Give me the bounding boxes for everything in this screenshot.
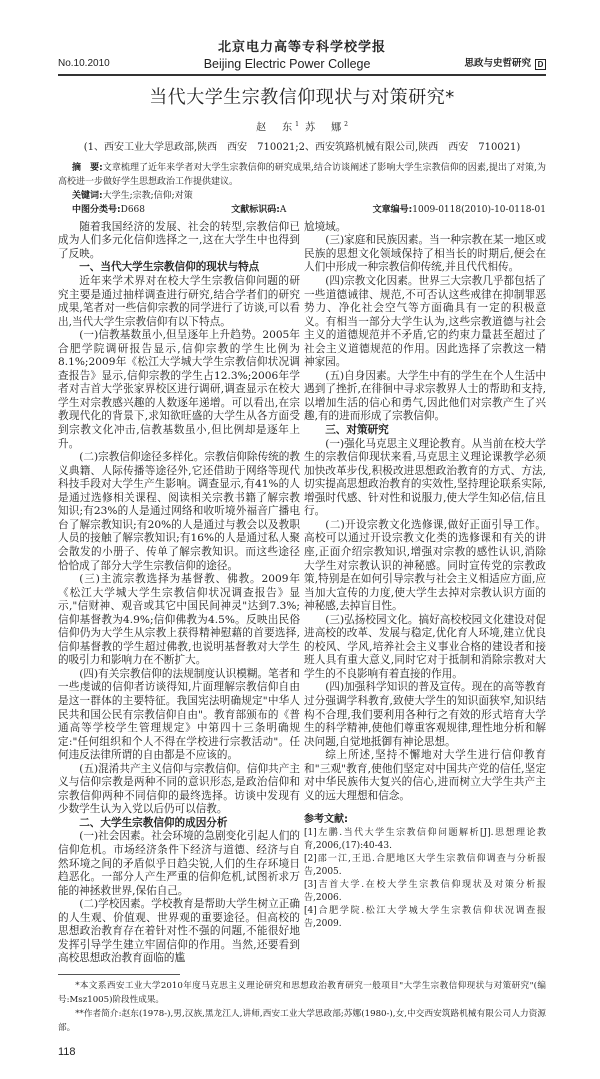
abstract-text: 文章梳理了近年来学者对大学生宗教信仰的研究成果,结合访谈阐述了影响大学生宗教信仰的因素,提出了对策,为高校进一步做好学生思想政治工作提供建议。 xyxy=(58,162,546,187)
section-label xyxy=(464,56,546,72)
keywords-text: 大学生;宗教;信仰;对策 xyxy=(102,190,193,201)
issue-number: No.10.2010 xyxy=(58,58,110,69)
reference-item: [4]合肥学院.松江大学城大学生宗教信仰状况调查报告,2009. xyxy=(304,905,546,929)
header-row xyxy=(58,56,546,72)
paragraph: 随着我国经济的发展、社会的转型,宗教信仰已成为人们多元化信仰选择之一,这在大学生中也得到了反映。 xyxy=(58,220,300,260)
paragraph: (二)宗教信仰途径多样化。宗教信仰除传统的教义典籍、人际传播等途径外,它还借助于网络等现代科技手段对大学生产生影响。调查显示,有41%的人是通过选修相关课程、阅读相关宗教书籍了解宗教知识;有23%的人是通过网络和收听境外福音广播电台了解宗教知识;有20%的人是通过与教会以及教职人员的接触了解宗教知识;有16%的人是通过私人聚会散发的小册子、传单了解宗教知识。而这些途径恰恰成了部分大学生宗教信仰的途径。 xyxy=(58,451,300,572)
header-rule xyxy=(58,74,546,76)
references-heading: 参考文献: xyxy=(304,814,348,826)
paragraph: (三)主流宗教选择为基督教、佛教。2009年《松江大学城大学生宗教信仰状况调查报告》显示,"信财神、观音或其它中国民间神灵"达到7.3%;信仰基督教为4.9%;信仰佛教为4.5%。反映出民俗信仰仍为大学生从宗教上获得精神慰藉的首要选择,信仰基督教的学生超过佛教,也说明基督教对大学生的吸引力和影响力在不断扩大。 xyxy=(58,573,300,667)
clc-value: D668 xyxy=(120,204,146,215)
article-title: 当代大学生宗教信仰现状与对策研究* xyxy=(149,86,455,108)
body-columns xyxy=(58,221,546,966)
paragraph: (五)自身因素。大学生中有的学生在个人生活中遇到了挫折,在徘徊中寻求宗教界人士的帮助和支持,以增加生活的信心和勇气,因此他们对宗教产生了兴趣,有的进而形成了宗教信仰。 xyxy=(304,369,546,423)
doc-code-label: 文献标识码: xyxy=(231,204,280,215)
paragraph: (五)混淆共产主义信仰与宗教信仰。信仰共产主义与信仰宗教是两种不同的意识形态,是政治信仰和宗教信仰两种不同信仰的最终选择。访谈中发现有少数学生认为入党以后仍可以信教。 xyxy=(58,762,300,816)
article-no-value: 1009-0118(2010)-10-0118-01 xyxy=(412,204,546,215)
keywords-label: 关键词: xyxy=(72,190,103,201)
clc-number xyxy=(72,203,145,217)
author-affil-mark: 1 xyxy=(295,120,299,128)
paragraph: (三)家庭和民族因素。当一种宗教在某一地区或民族的思想文化领域保持了相当长的时期后,便会在人们中形成一种宗教信仰传统,并且代代相传。 xyxy=(304,234,546,274)
paragraph: (四)有关宗教信仰的法规制度认识模糊。笔者和一些虔诚的信仰者访谈得知,片面理解宗教信仰自由是这一群体的主要特征。我国宪法明确规定"中华人民共和国公民有宗教信仰自由"。教育部颁布的《普通高等学校学生管理规定》中第四十三条明确规定:"任何组织和个人不得在学校进行宗教活动"。任何违反法律所谓的自由都是不应该的。 xyxy=(58,667,300,762)
section-heading: 二、大学生宗教信仰的成因分析 xyxy=(79,816,228,829)
classification-row xyxy=(58,203,546,217)
clc-label: 中图分类号: xyxy=(72,204,121,215)
paragraph: (四)宗教文化因素。世界三大宗教几乎都包括了一些道德诫律、规范,不可否认这些戒律在抑制罪恶势力、净化社会空气等方面确具有一定的积极意义。有相当一部分大学生认为,这些宗教道德与社会主义的道德规范并不矛盾,它的约束力量甚至超过了社会主义道德规范的作用。因此选择了宗教这一精神家园。 xyxy=(304,275,546,369)
paragraph: 综上所述,坚持不懈地对大学生进行信仰教育和"三观"教育,使他们坚定对中国共产党的信任,坚定对中华民族伟大复兴的信心,进而树立大学生共产主义的远大理想和信念。 xyxy=(304,749,546,802)
article-number xyxy=(373,203,546,217)
keywords xyxy=(58,189,546,203)
paragraph: (二)学校因素。学校教育是帮助大学生树立正确的人生观、价值观、世界观的重要途径。但高校的思想政治教育存在着针对性不强的问题,不能很好地发挥引导学生建立牢固信仰的作用。当然,还要看到高校思想政治教育面临的尴 xyxy=(58,898,300,965)
section-name: 思政与史哲研究 xyxy=(464,58,531,69)
paragraph: (一)信教基数虽小,但呈逐年上升趋势。2005年合肥学院调研报告显示,信仰宗教的学生比例为8.1%;2009年《松江大学城大学生宗教信仰状况调查报告》显示,信仰宗教的学生占12.3%;2006年学者对吉首大学张家界校区进行调研,调查显示在校大学生对宗教感兴趣的人数逐年递增。可以看出,在宗教现代化的背景下,求知欲旺盛的大学生从各方面受到宗教文化冲击,信教基数虽小,但比例却是逐年上升。 xyxy=(58,329,300,450)
article-no-label: 文章编号: xyxy=(372,204,413,215)
doc-code-value: A xyxy=(279,204,287,215)
body-column-left xyxy=(58,221,300,966)
page-number: 118 xyxy=(58,1045,76,1058)
journal-name-chinese: 北京电力高等专科学校学报 xyxy=(217,40,386,55)
footnote-rule xyxy=(58,974,180,975)
section-d-icon: D xyxy=(535,59,546,70)
footnote-authors: **作者简介:赵东(1978-),男,汉族,黑龙江人,讲师,西安工业大学思政部;苏娜(1980-),女,中交西安筑路机械有限公司人力资源部。 xyxy=(58,1008,546,1033)
paragraph: (一)社会因素。社会环境的急剧变化引起人们的信仰危机。市场经济条件下经济与道德、经济与自然环境之间的矛盾似乎日趋尖锐,人们的生存环境日趋恶化。一部分人产生严重的信仰危机,试图祈求万能的神拯救世界,保佑自己。 xyxy=(58,830,300,897)
reference-item: [3]吉首大学.在校大学生宗教信仰现状及对策分析报告,2006. xyxy=(304,879,546,903)
author-name: 赵 东 xyxy=(256,121,296,133)
paragraph: (一)强化马克思主义理论教育。从当前在校大学生的宗教信仰现状来看,马克思主义理论课教学必须加快改革步伐,积极改进思想政治教育的方式、方法,切实提高思想政治教育的实效性,坚持理论联系实际,增强时代感、针对性和说服力,使大学生知必信,信且行。 xyxy=(304,437,546,518)
abstract-label: 摘 要: xyxy=(72,162,103,173)
abstract xyxy=(58,161,546,189)
body-column-right xyxy=(304,221,546,931)
paragraph: (三)弘扬校园文化。搞好高校校园文化建设对促进高校的改革、发展与稳定,优化育人环境,建立优良的校风、学风,培养社会主义事业合格的建设者和接班人具有重大意义,同时它对于抵制和消除宗教对大学生的不良影响有着直接的作用。 xyxy=(304,613,546,680)
section-heading: 一、当代大学生宗教信仰的现状与特点 xyxy=(79,261,260,274)
author-affil-mark: 2 xyxy=(344,120,348,128)
author-name: 苏 娜 xyxy=(305,121,345,133)
reference-item: [1]左鹏.当代大学生宗教信仰问题解析[J].思想理论教育,2006,(17):40-43. xyxy=(304,827,546,851)
author-line xyxy=(58,118,546,135)
paragraph-continuation: 尬境域。 xyxy=(304,220,347,233)
document-code xyxy=(231,203,286,217)
affiliation: (1、西安工业大学思政部,陕西 西安 710021;2、西安筑路机械有限公司,陕西 西安 710021) xyxy=(83,141,521,153)
journal-name-english: Beijing Electric Power College xyxy=(203,57,371,71)
reference-item: [2]邵一江,王迅.合肥地区大学生宗教信仰调查与分析报告,2005. xyxy=(304,853,546,877)
paragraph: 近年来学术界对在校大学生宗教信仰问题的研究主要是通过抽样调查进行研究,结合学者们的研究成果,笔者对一些信仰宗教的同学进行了访谈,可以看出,当代大学生宗教信仰有以下特点。 xyxy=(58,275,300,328)
footnotes xyxy=(58,979,546,1035)
section-heading: 三、对策研究 xyxy=(325,424,389,437)
footnote-fund: *本文系西安工业大学2010年度马克思主义理论研究和思想政治教育研究一般项目"大学生宗教信仰现状与对策研究"(编号:Msz1005)阶段性成果。 xyxy=(58,980,546,1005)
paragraph: (四)加强科学知识的普及宣传。现在的高等教育过分强调学科教育,致使大学生的知识面狭窄,知识结构不合理,我们要利用各种行之有效的形式培育大学生的科学精神,使他们尊重客观规律,理性地分析和解决问题,自觉地抵御有神论思想。 xyxy=(304,681,546,748)
paragraph: (二)开设宗教文化选修课,做好正面引导工作。高校可以通过开设宗教文化类的选修课和有关的讲座,正面介绍宗教知识,增强对宗教的感性认识,消除大学生对宗教认识的神秘感。同时宣传党的宗教政策,特别是在如何引导宗教与社会主义相适应方面,应当加大宣传的力度,使大学生去掉对宗教认识方面的神秘感,去掉盲目性。 xyxy=(304,518,546,613)
